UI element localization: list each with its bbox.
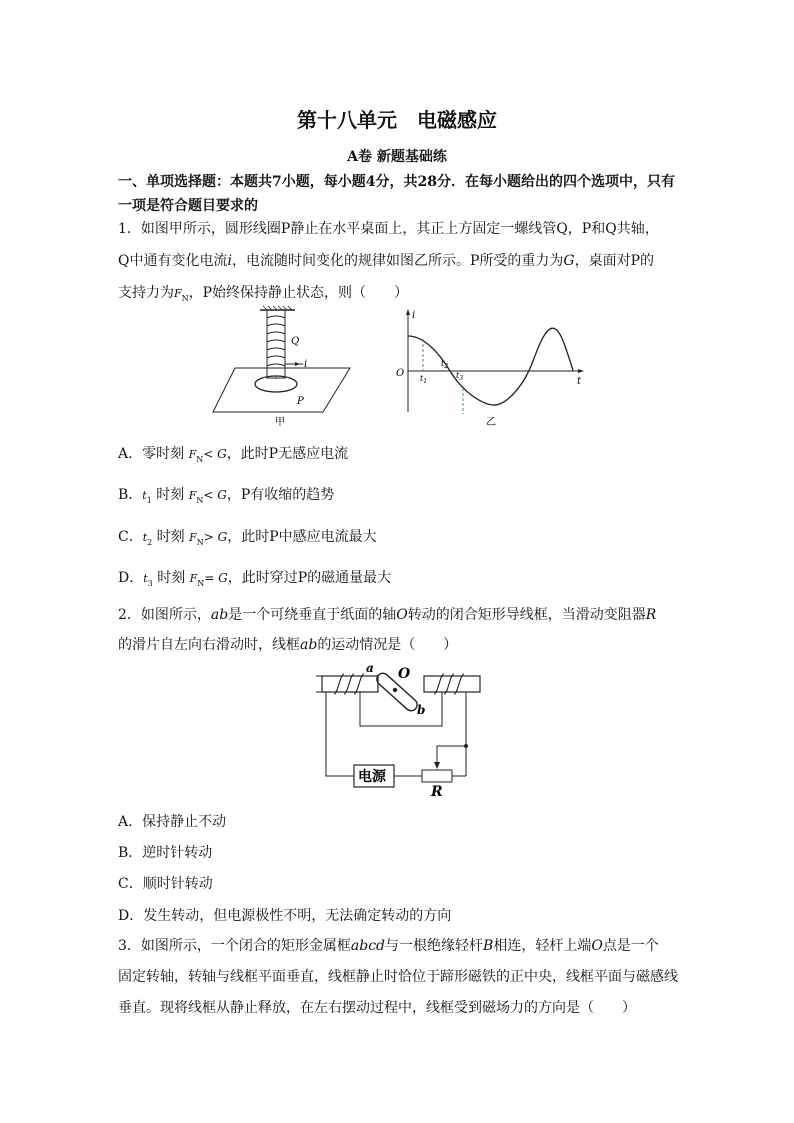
q1-option-a: A．零时刻 $F_N< G$，此时P无感应电流 [118,446,349,464]
q1-fig-a-caption: 甲 [275,417,285,428]
page-title: 第十八单元 电磁感应 [297,108,497,132]
q2-option-d: D．发生转动，但电源极性不明，无法确定转动的方向 [118,908,452,924]
q1-fig-a-label-Q: Q [291,336,300,347]
q2-fig-label-source: 电源 [358,769,386,785]
q1-fig-a-label-i: i [304,359,308,370]
q2-option-b: B．逆时针转动 [118,845,213,861]
q1-fig-b-caption: 乙 [486,417,496,428]
q2-fig-label-b: b [417,703,426,717]
q2-line1: 2．如图所示，ab是一个可绕垂直于纸面的轴O转动的闭合矩形导线框，当滑动变阻器R [118,607,657,623]
q1-line2: Q中通有变化电流i，电流随时间变化的规律如图乙所示。P所受的重力为G，桌面对P的 [118,253,654,269]
q2-option-c: C．顺时针转动 [118,876,213,892]
q1-fig-b-label-t2: $t_2$ [441,359,449,370]
q1-fig-b-label-O: O [396,368,405,379]
q1-option-b: B．$t_1$ 时刻 $F_N< G$，P有收缩的趋势 [118,487,335,505]
q1-line1: 1．如图甲所示，圆形线圈P静止在水平桌面上，其正上方固定一螺线管Q，P和Q共轴， [118,221,659,237]
q2-fig-label-R: R [431,784,443,800]
q3-line3: 垂直。现将线框从静止释放，在左右摆动过程中，线框受到磁场力的方向是（ ） [118,1000,636,1016]
q1-fig-b-label-t3: $t_3$ [456,371,464,382]
q1-fig-b-label-i: i [412,310,416,321]
q1-fig-b-label-t: t [577,376,582,387]
q2-option-a: A．保持静止不动 [118,814,227,830]
q2-fig-label-O: O [398,666,411,682]
q1-fig-b-label-t1: $t_1$ [420,374,428,385]
q2-line2: 的滑片自左向右滑动时，线框ab的运动情况是（ ） [118,637,458,653]
q2-fig-label-a: a [366,661,374,675]
q3-line2: 固定转轴，转轴与线框平面垂直，线框静止时恰位于蹄形磁铁的正中央，线框平面与磁感线 [118,969,678,985]
q1-figure-a [205,306,355,430]
q1-option-c: C．$t_2$ 时刻 $F_N> G$，此时P中感应电流最大 [118,529,377,547]
q1-line3: 支持力为$F_N$，P始终保持静止状态，则（ ） [118,285,409,303]
q1-fig-a-label-P: P [297,396,304,407]
q1-option-d: D．$t_3$ 时刻 $F_N= G$，此时穿过P的磁通量最大 [118,570,392,588]
q2-figure [314,660,484,800]
q3-line1: 3．如图所示，一个闭合的矩形金属框abcd与一根绝缘轻杆B相连，轻杆上端O点是一个 [118,938,659,954]
page-subtitle: A卷 新题基础练 [347,149,447,165]
q1-figure-b [393,306,593,430]
section-heading: 一、单项选择题：本题共7小题，每小题4分，共28分．在每小题给出的四个选项中，只有一项是符合题目要求的 [118,174,675,214]
